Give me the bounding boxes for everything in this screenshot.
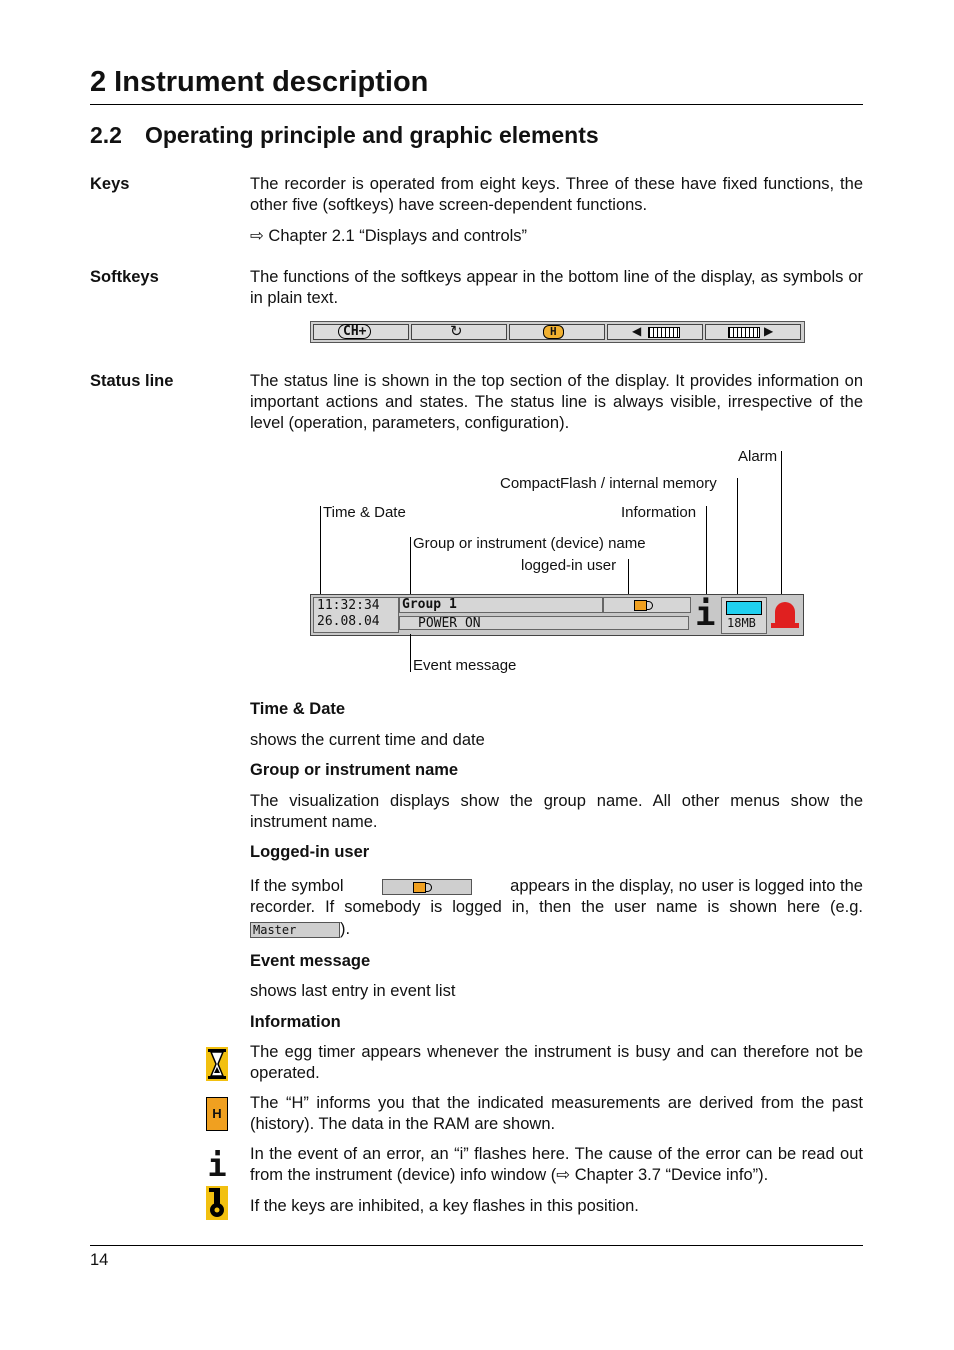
- softkey-bar: [310, 321, 805, 343]
- triangle-left-icon: ◀: [632, 324, 642, 338]
- keys-paragraph: The recorder is operated from eight keys. Three of these have fixed functions, the other five (softkeys) have screen-dependent functions.: [250, 175, 863, 214]
- user-text-2: appears in the display, no user is logged into the: [510, 877, 863, 895]
- film-strip-icon: [728, 327, 760, 338]
- group-name-field: Group 1: [399, 597, 603, 613]
- callout-information: Information: [621, 504, 697, 521]
- header-rule: [90, 104, 863, 105]
- status-line-display: [310, 594, 804, 636]
- keys-heading: Keys: [90, 175, 130, 193]
- softkey-scroll-right: [705, 324, 801, 340]
- history-h-icon: H: [206, 1097, 228, 1131]
- callout-alarm: Alarm: [738, 448, 778, 465]
- plug-icon: [646, 601, 653, 610]
- keys-reference-text: Chapter 2.1 “Displays and controls”: [268, 227, 528, 245]
- error-text-1: In the event of an error, an “i” flashes here. The cause of the error can be read out from the instrument (device) info window (: [250, 1145, 863, 1184]
- information-heading: Information: [250, 1013, 341, 1031]
- softkeys-heading: Softkeys: [90, 268, 159, 286]
- user-line-1: [250, 876, 863, 897]
- history-h-icon: H: [543, 325, 564, 339]
- group-text: The visualization displays show the group name. All other menus show the instrument name.: [250, 792, 863, 831]
- plug-icon: [425, 883, 432, 892]
- callout-time-date: Time & Date: [323, 504, 406, 521]
- memory-field: [721, 597, 767, 634]
- user-heading: Logged-in user: [250, 843, 370, 861]
- history-text: The “H” informs you that the indicated measurements are derived from the past (history). The data in the RAM are shown.: [250, 1094, 863, 1133]
- softkey-scroll-left: [607, 324, 703, 340]
- user-field: [603, 597, 691, 613]
- event-text: shows last entry in event list: [250, 982, 456, 1000]
- logged-out-user-icon: [413, 882, 426, 893]
- time-date-heading: Time & Date: [250, 700, 346, 718]
- leader-information: [706, 506, 707, 602]
- memory-size: 18MB: [727, 616, 756, 630]
- compactflash-icon: [726, 601, 762, 615]
- time-value: 11:32:34: [317, 598, 380, 613]
- user-text-3: recorder. If somebody is logged in, then the user name is shown here (e.g.: [250, 898, 863, 916]
- callout-compactflash: CompactFlash / internal memory: [500, 475, 717, 492]
- time-date-field: [313, 597, 399, 633]
- info-i-icon: i: [207, 1146, 227, 1184]
- softkey-return: [411, 324, 507, 340]
- master-user-sample: Master: [250, 922, 340, 938]
- leader-event: [410, 634, 411, 672]
- info-i-icon: i: [695, 594, 716, 634]
- hourglass-text: The egg timer appears whenever the instrument is busy and can therefore not be operated.: [250, 1043, 863, 1082]
- page-number: 14: [90, 1251, 109, 1269]
- ch-plus-label: CH+: [338, 324, 371, 339]
- key-text: If the keys are inhibited, a key flashes in this position.: [250, 1197, 639, 1215]
- film-strip-icon: [648, 327, 680, 338]
- bell-rim: [771, 623, 799, 628]
- callout-user: logged-in user: [521, 557, 617, 574]
- error-text: [250, 1144, 863, 1186]
- key-icon: [206, 1186, 228, 1220]
- triangle-right-icon: ▶: [764, 324, 774, 338]
- date-value: 26.08.04: [317, 614, 380, 629]
- reference-arrow-icon: ⇨: [250, 227, 264, 245]
- user-close: ).: [340, 920, 351, 938]
- callout-group: Group or instrument (device) name: [413, 535, 646, 552]
- chapter-title: 2 Instrument description: [90, 66, 429, 98]
- status-line-paragraph: The status line is shown in the top section of the display. It provides information on important actions and states. The status line is always visible, irrespective of the level (operation, parameters, configuration).: [250, 372, 863, 432]
- softkeys-paragraph: The functions of the softkeys appear in the bottom line of the display, as symbols or in plain text.: [250, 268, 863, 307]
- user-text-1: If the symbol: [250, 877, 344, 895]
- leader-compactflash: [737, 478, 738, 602]
- alarm-bell-icon: [769, 597, 801, 632]
- leader-group: [410, 537, 411, 601]
- bell-body: [775, 602, 795, 624]
- reference-arrow-icon: ⇨: [556, 1166, 571, 1184]
- event-heading: Event message: [250, 952, 371, 970]
- footer-rule: [90, 1245, 863, 1246]
- return-arrow-icon: ↻: [450, 323, 463, 340]
- softkey-ch-plus: [313, 324, 409, 340]
- softkey-history: [509, 324, 605, 340]
- callout-event: Event message: [413, 657, 517, 674]
- keys-reference: [250, 226, 863, 247]
- event-message-field: POWER ON: [399, 616, 689, 630]
- error-text-2: Chapter 3.7 “Device info”).: [570, 1166, 769, 1184]
- time-date-text: shows the current time and date: [250, 731, 485, 749]
- section-title: 2.2 Operating principle and graphic elements: [90, 122, 599, 148]
- user-line-3: [250, 919, 863, 940]
- group-heading: Group or instrument name: [250, 761, 459, 779]
- hourglass-icon: [206, 1047, 228, 1081]
- leader-time-date: [320, 506, 321, 602]
- logged-out-symbol: [382, 879, 472, 895]
- status-line-heading: Status line: [90, 372, 174, 390]
- leader-alarm: [781, 451, 782, 601]
